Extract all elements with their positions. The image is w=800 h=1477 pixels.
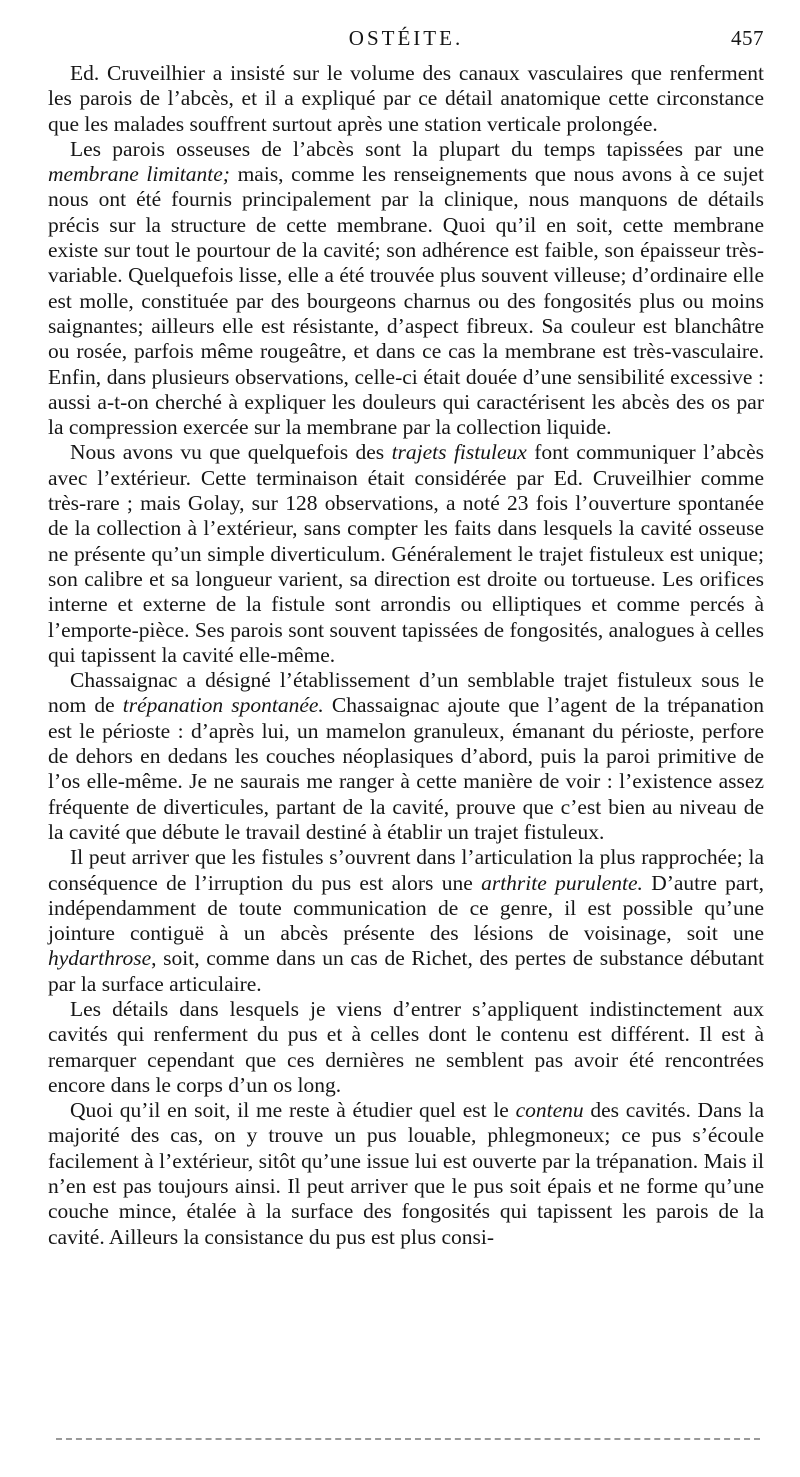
running-title: OSTÉITE. [348, 26, 464, 50]
text-run: mais, comme les renseignements que nous avons à ce sujet nous ont été fournis principalement par la clinique, nous manquons de détails précis sur la structure de cette membrane. Quoi qu’il en soit, cette membrane existe sur tout le pourtour de la cavité; son adhérence est faible, son épaisseur très-variable. Quelquefois lisse, elle a été trouvée plus souvent villeuse; d’ordinaire elle est molle, constituée par des bourgeons charnus ou des fongosités plus ou moins saignantes; ailleurs elle est résistante, d’aspect fibreux. Sa couleur est blanchâtre ou rosée, parfois même rougeâtre, et dans ce cas la membrane est très-vasculaire. Enfin, dans plusieurs observations, celle-ci était douée d’une sensibilité excessive : aussi a-t-on cherché à expliquer les douleurs qui caractérisent les abcès des os par la compression exercée sur la membrane par la collection liquide. [48, 162, 764, 440]
italic-term: contenu [515, 1098, 584, 1123]
text-run: , soit, comme dans un cas de Richet, des pertes de substance débutant par la surface articulaire. [48, 946, 764, 996]
text-run: Les parois osseuses de l’abcès sont la plupart du temps tapissées par une [70, 136, 764, 161]
italic-term: hydarthrose [48, 946, 152, 971]
italic-term: membrane limitante; [48, 162, 230, 187]
italic-term: trajets fistuleux [391, 440, 527, 465]
text-run: Les détails dans lesquels je viens d’entrer s’appliquent indistinctement aux cavités qui renferment du pus et à celles dont le contenu est différent. Il est à remarquer cependant que ces dernières ne semblent pas avoir été rencontrées encore dans le corps d’un os long. [48, 996, 764, 1097]
body-text [48, 61, 764, 1250]
paragraph [48, 668, 764, 845]
paragraph [48, 997, 764, 1098]
bottom-rule [56, 1438, 760, 1440]
paragraph [48, 137, 764, 441]
text-run: font communiquer l’abcès avec l’extérieur. Cette terminaison était considérée par Ed. Cruveilhier comme très-rare ; mais Golay, sur 128 observations, a noté 23 fois l’ouverture spontanée de la collection à l’extérieur, sans compter les faits dans lesquels la cavité osseuse ne présente qu’un simple diverticulum. Généralement le trajet fistuleux est unique; son calibre et sa longueur varient, sa direction est droite ou tortueuse. Les orifices interne et externe de la fistule sont arrondis ou elliptiques et comme percés à l’emporte-pièce. Ses parois sont souvent tapissées de fongosités, analogues à celles qui tapissent la cavité elle-même. [48, 440, 764, 667]
text-run: Ed. Cruveilhier a insisté sur le volume des canaux vasculaires que renferment les parois de l’abcès, et il a expliqué par ce détail anatomique cette circonstance que les malades souffrent surtout après une station verticale prolongée. [48, 61, 764, 136]
running-head [48, 26, 764, 52]
text-run: Nous avons vu que quelquefois des [70, 440, 392, 465]
paragraph [48, 440, 764, 668]
text-run: Chassaignac ajoute que l’agent de la trépanation est le périoste : d’après lui, un mamelon granuleux, émanant du périoste, perfore de dehors en dedans les couches néoplasiques d’abord, puis la paroi primitive de l’os elle-même. Je ne saurais me ranger à cette manière de voir : l’existence assez fréquente de diverticules, partant de la cavité, prouve que c’est bien au niveau de la cavité que débute le travail destiné à établir un trajet fistuleux. [48, 693, 764, 844]
paragraph [48, 61, 764, 137]
text-run: Il peut arriver que les fistules s’ouvrent dans l’articulation la plus rapprochée; la conséquence de l’irruption du pus est alors une [48, 845, 764, 895]
text-run: Chassaignac a désigné l’établissement d’un semblable trajet fistuleux sous le nom de [48, 668, 764, 718]
paragraph [48, 845, 764, 997]
italic-term: trépanation spontanée. [122, 693, 324, 718]
italic-term: arthrite purulente. [481, 870, 643, 895]
page-number: 457 [731, 26, 764, 50]
text-run: Quoi qu’il en soit, il me reste à étudier quel est le [70, 1098, 516, 1123]
text-run: des cavités. Dans la majorité des cas, on y trouve un pus louable, phlegmoneux; ce pus s’écoule facilement à l’extérieur, sitôt qu’une issue lui est ouverte par la trépanation. Mais il n’en est pas toujours ainsi. Il peut arriver que le pus soit épais et ne forme qu’une couche mince, étalée à la surface des fongosités qui tapissent les parois de la cavité. Ailleurs la consistance du pus est plus consi- [48, 1098, 764, 1249]
paragraph [48, 1098, 764, 1250]
text-run: D’autre part, indépendamment de toute communication de ce genre, il est possible qu’une jointure contiguë à un abcès présente des lésions de voisinage, soit une [48, 870, 764, 946]
